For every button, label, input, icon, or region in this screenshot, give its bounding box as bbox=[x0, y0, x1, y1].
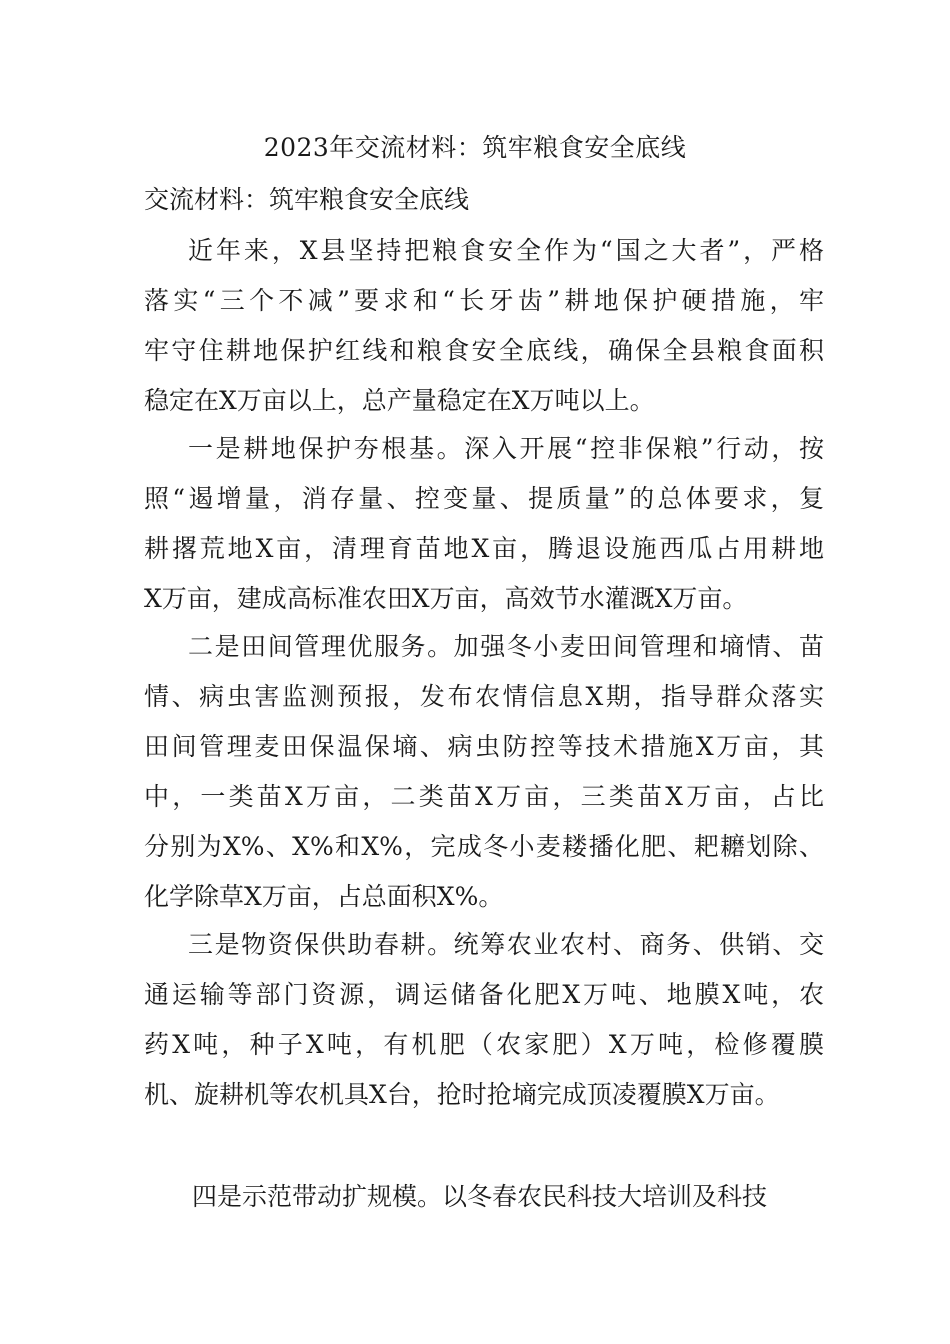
paragraph-line: 落实“三个不减”要求和“长牙齿”耕地保护硬措施，牢 bbox=[144, 286, 824, 315]
paragraph-line: X万亩，建成高标准农田X万亩，高效节水灌溉X万亩。 bbox=[144, 584, 748, 613]
paragraph-line: 一是耕地保护夯根基。深入开展“控非保粮”行动，按 bbox=[188, 434, 824, 463]
paragraph-line: 二是田间管理优服务。加强冬小麦田间管理和墒情、苗 bbox=[188, 632, 824, 661]
paragraph-line: 化学除草X万亩，占总面积X%。 bbox=[144, 882, 504, 911]
paragraph-line: 牢守住耕地保护红线和粮食安全底线，确保全县粮食面积 bbox=[144, 336, 824, 365]
paragraph-intro bbox=[144, 226, 824, 426]
paragraph-line: 药X吨，种子X吨，有机肥（农家肥）X万吨，检修覆膜 bbox=[144, 1030, 824, 1059]
paragraph-line: 机、旋耕机等农机具X台，抢时抢墒完成顶凌覆膜X万亩。 bbox=[144, 1080, 780, 1109]
paragraph-line: 耕撂荒地X亩，清理育苗地X亩，腾退设施西瓜占用耕地 bbox=[144, 534, 824, 563]
paragraph-line: 通运输等部门资源，调运储备化肥X万吨、地膜X吨，农 bbox=[144, 980, 824, 1009]
paragraph-line: 田间管理麦田保温保墒、病虫防控等技术措施X万亩，其 bbox=[144, 732, 824, 761]
paragraph-farmland-protection bbox=[144, 424, 824, 624]
paragraph-line: 分别为X%、X%和X%，完成冬小麦耧播化肥、耙耱划除、 bbox=[144, 832, 824, 861]
paragraph-line: 近年来，X县坚持把粮食安全作为“国之大者”，严格 bbox=[188, 236, 824, 265]
paragraph-line: 中，一类苗X万亩，二类苗X万亩，三类苗X万亩，占比 bbox=[144, 782, 824, 811]
document-title: 2023年交流材料：筑牢粮食安全底线 bbox=[263, 133, 687, 162]
document-subtitle: 交流材料：筑牢粮食安全底线 bbox=[144, 185, 470, 214]
paragraph-line: 照“遏增量，消存量、控变量、提质量”的总体要求，复 bbox=[144, 484, 824, 513]
paragraph-line: 四是示范带动扩规模。以冬春农民科技大培训及科技 bbox=[192, 1182, 768, 1211]
paragraph-line: 稳定在X万亩以上，总产量稳定在X万吨以上。 bbox=[144, 386, 655, 415]
paragraph-field-management bbox=[144, 622, 824, 922]
paragraph-demonstration bbox=[144, 1172, 824, 1222]
paragraph-line: 情、病虫害监测预报，发布农情信息X期，指导群众落实 bbox=[144, 682, 824, 711]
paragraph-supply bbox=[144, 920, 824, 1120]
paragraph-line: 三是物资保供助春耕。统筹农业农村、商务、供销、交 bbox=[188, 930, 824, 959]
